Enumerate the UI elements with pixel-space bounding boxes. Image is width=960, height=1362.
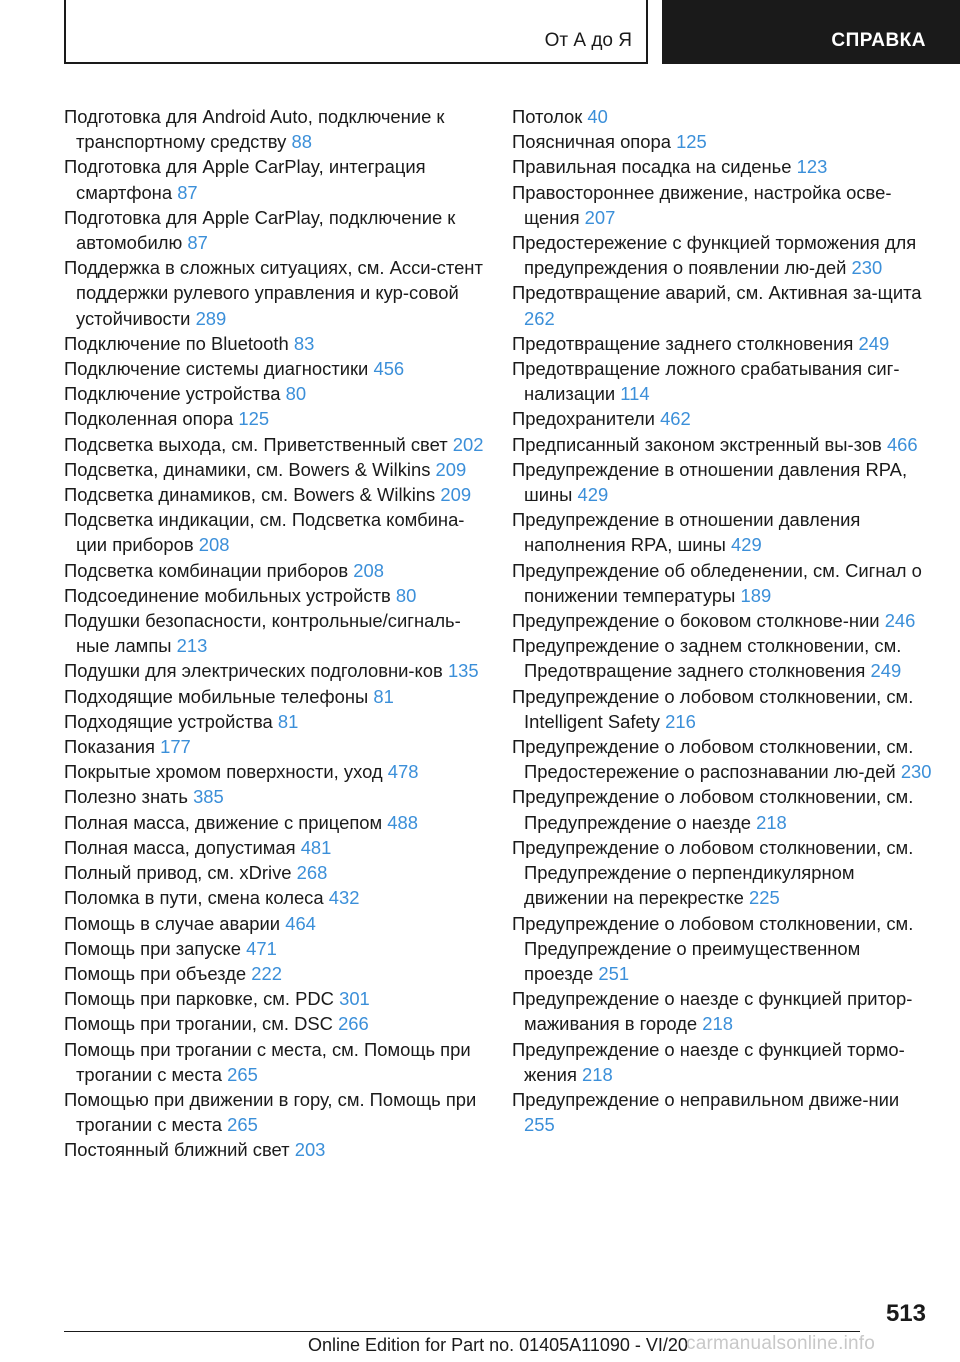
index-entry (64, 810, 484, 835)
index-entry-text: Помощь при запуске (64, 937, 241, 959)
index-entry (64, 432, 484, 457)
index-page-link[interactable]: 177 (160, 736, 191, 758)
index-page-link[interactable]: 488 (387, 811, 418, 833)
index-entry (64, 734, 484, 759)
index-entry (64, 205, 484, 255)
header-chapter-title: СПРАВКА (831, 30, 926, 51)
index-entry-text: Предотвращение заднего столкновения (512, 332, 854, 354)
index-entry (64, 583, 484, 608)
index-entry-text: Покрытые хромом поверхности, уход (64, 761, 383, 783)
footer-edition: Online Edition for Part no. 01405A11090 - VI/20 (308, 1335, 688, 1355)
index-entry (64, 457, 484, 482)
index-entry-text: Подсветка динамиков, см. Bowers & Wilkins (64, 484, 436, 506)
index-entry-text: Помощь при трогании с места, см. Помощь при трогании с места (64, 1038, 471, 1085)
index-entry (512, 104, 932, 129)
index-entry-text: Подсветка выхода, см. Приветственный свет (64, 433, 448, 455)
index-entry (64, 507, 484, 557)
index-page-link[interactable]: 81 (373, 685, 394, 707)
header-section-title: От А до Я (544, 30, 632, 51)
index-page-link[interactable]: 462 (660, 408, 691, 430)
index-page-link[interactable]: 213 (176, 635, 208, 657)
index-page-link[interactable]: 80 (285, 383, 307, 405)
index-entry-text: Подсветка индикации, см. Подсветка комбина-ции приборов (64, 509, 465, 556)
index-entry (512, 633, 932, 683)
index-page-link[interactable]: 218 (756, 811, 787, 833)
index-entry-text: Подсветка комбинации приборов (64, 559, 349, 581)
index-entry-text: Полный привод, см. xDrive (64, 862, 292, 884)
index-entry-text: Предписанный законом экстренный вы-зов (512, 433, 882, 455)
index-entry (64, 784, 484, 809)
index-entry-text: Предупреждение о заднем столкновении, см. Предотвращение заднего столкновения (512, 635, 902, 682)
index-entry (64, 608, 484, 658)
index-page-link[interactable]: 466 (886, 433, 918, 455)
index-page-link[interactable]: 266 (338, 1013, 369, 1035)
index-entry (512, 280, 932, 330)
index-entry (64, 759, 484, 784)
index-entry (64, 1011, 484, 1036)
index-page-link[interactable]: 481 (300, 836, 332, 858)
index-column-right (512, 104, 932, 1137)
index-entry-text: Поломка в пути, смена колеса (64, 887, 324, 909)
index-entry-text: Предупреждение о лобовом столкновении, см. Предупреждение о перпендикулярном движении на перекрестке (512, 836, 914, 909)
index-entry (512, 911, 932, 987)
index-entry (64, 709, 484, 734)
index-entry-text: Предупреждение в отношении давления наполнения RPA, шины (512, 509, 861, 556)
index-entry (512, 1037, 932, 1087)
index-entry (64, 356, 484, 381)
index-page-link[interactable]: 432 (328, 887, 360, 909)
index-page-link[interactable]: 40 (587, 106, 608, 127)
index-entry-text: Потолок (512, 106, 583, 127)
index-entry-text: Помощь в случае аварии (64, 912, 281, 934)
index-entry (64, 1137, 484, 1162)
index-page-link[interactable]: 429 (577, 484, 609, 506)
index-entry (512, 734, 932, 784)
index-entry (512, 180, 932, 230)
index-entry-text: Подключение устройства (64, 383, 281, 405)
index-entry (64, 936, 484, 961)
index-entry-text: Правостороннее движение, настройка осве-щения (512, 181, 892, 228)
index-entry (512, 558, 932, 608)
page-number: 513 (885, 1300, 926, 1327)
index-entry-text: Постоянный ближний свет (64, 1139, 290, 1161)
index-entry-text: Подушки безопасности, контрольные/сигналь-ные лампы (64, 610, 461, 657)
index-entry (512, 784, 932, 834)
index-page-link[interactable]: 114 (620, 383, 650, 405)
index-entry-text: Правильная посадка на сиденье (512, 156, 792, 178)
index-entry (64, 104, 484, 154)
index-page-link[interactable]: 251 (598, 962, 630, 984)
index-page-link[interactable]: 464 (285, 912, 316, 934)
index-entry (512, 129, 932, 154)
index-entry (64, 558, 484, 583)
index-entry-text: Показания (64, 736, 155, 758)
watermark: carmanualsonline.info (686, 1333, 876, 1354)
index-entry-text: Подушки для электрических подголовни-ков (64, 660, 443, 682)
index-entry (512, 432, 932, 457)
index-page-link[interactable]: 301 (339, 988, 370, 1010)
index-entry (64, 835, 484, 860)
index-entry (64, 331, 484, 356)
index-entry (64, 961, 484, 986)
index-page-link[interactable]: 471 (246, 937, 277, 959)
index-page-link[interactable]: 87 (187, 232, 208, 254)
index-entry (64, 658, 484, 683)
index-entry-text: Предупреждение о наезде с функцией тормо-жения (512, 1038, 905, 1085)
index-page-link[interactable]: 209 (440, 484, 472, 506)
index-entry-text: Поясничная опора (512, 131, 671, 153)
index-entry (64, 911, 484, 936)
index-page-link[interactable]: 81 (277, 710, 299, 732)
index-page-link[interactable]: 87 (177, 181, 198, 203)
index-entry-text: Подходящие мобильные телефоны (64, 685, 369, 707)
index-entry (64, 684, 484, 709)
index-page-link[interactable]: 216 (665, 710, 696, 732)
index-entry-text: Полная масса, допустимая (64, 836, 296, 858)
index-entry-text: Подключение системы диагностики (64, 358, 369, 380)
index-page-link[interactable]: 208 (198, 534, 230, 556)
index-entry (64, 1037, 484, 1087)
index-entry (64, 154, 484, 204)
index-page-link[interactable]: 289 (195, 307, 227, 329)
index-entry-text: Предупреждение в отношении давления RPA, шины (512, 458, 908, 506)
index-entry-text: Помощь при трогании, см. DSC (64, 1013, 333, 1035)
index-page-link[interactable]: 123 (796, 156, 828, 178)
index-entry (512, 356, 932, 406)
index-entry (512, 835, 932, 911)
index-page-link[interactable]: 202 (452, 433, 484, 455)
index-entry-text: Предупреждение об обледенении, см. Сигнал о понижении температуры (512, 559, 922, 606)
index-entry-text: Предупреждение о лобовом столкновении, см. Предупреждение о наезде (512, 786, 914, 833)
index-entry-text: Предохранители (512, 408, 655, 430)
index-entry-text: Предупреждение о лобовом столкновении, см. Предупреждение о преимущественном проезде (512, 912, 914, 984)
index-entry (512, 684, 932, 734)
index-page-link[interactable]: 135 (447, 660, 479, 682)
index-entry-text: Предотвращение ложного срабатывания сиг-нализации (512, 358, 900, 405)
index-entry (512, 608, 932, 633)
index-entry-text: Подколенная опора (64, 408, 234, 430)
index-entry (64, 986, 484, 1011)
index-entry (512, 331, 932, 356)
index-entry (512, 1087, 932, 1137)
index-entry (64, 885, 484, 910)
index-entry-text: Подготовка для Apple CarPlay, интеграция смартфона (64, 156, 426, 203)
index-page-link[interactable]: 80 (395, 584, 417, 606)
index-page-link[interactable]: 265 (227, 1063, 258, 1085)
header-chapter-tab (662, 0, 960, 64)
index-entry (64, 381, 484, 406)
index-entry-text: Поддержка в сложных ситуациях, см. Асси-стент поддержки рулевого управления и кур-совой устойчивости (64, 257, 483, 329)
index-entry-text: Подключение по Bluetooth (64, 332, 289, 354)
index-page-link[interactable]: 83 (293, 332, 315, 354)
index-entry-text: Предупреждение о боковом столкнове-нии (512, 610, 880, 632)
index-entry-text: Помощь при парковке, см. PDC (64, 988, 334, 1010)
index-page-link[interactable]: 429 (730, 534, 762, 556)
index-page-link[interactable]: 249 (870, 660, 902, 682)
index-entry (64, 255, 484, 331)
index-entry-text: Предупреждение о лобовом столкновении, см. Intelligent Safety (512, 685, 914, 732)
index-entry (512, 154, 932, 179)
index-entry-text: Подходящие устройства (64, 710, 273, 732)
index-page-link[interactable]: 456 (373, 358, 405, 380)
index-page-link[interactable]: 209 (435, 458, 467, 480)
index-page-link[interactable]: 230 (900, 761, 932, 783)
index-entry-text: Подсветка, динамики, см. Bowers & Wilkins (64, 458, 431, 480)
index-entry (64, 860, 484, 885)
index-page-link[interactable]: 265 (227, 1114, 258, 1136)
index-entry (512, 986, 932, 1036)
index-page-link[interactable]: 222 (251, 962, 282, 984)
header-section-tab (64, 0, 648, 64)
index-page-link[interactable]: 218 (702, 1013, 733, 1035)
index-entry-text: Предупреждение о неправильном движе-нии (512, 1088, 900, 1110)
index-page-link[interactable]: 262 (524, 307, 555, 329)
index-page-link[interactable]: 478 (387, 761, 419, 783)
index-page-link[interactable]: 246 (884, 610, 916, 632)
index-entry-text: Предупреждение о наезде с функцией притор-маживания в городе (512, 988, 913, 1035)
index-page-link[interactable]: 230 (851, 257, 883, 279)
index-entry (512, 230, 932, 280)
index-page-link[interactable]: 207 (584, 206, 616, 228)
index-entry-text: Подготовка для Android Auto, подключение к транспортному средству (64, 106, 445, 153)
index-entry (512, 507, 932, 557)
index-entry-text: Помощь при объезде (64, 962, 247, 984)
index-entry-text: Предупреждение о лобовом столкновении, см. Предостережение о распознавании лю-дей (512, 736, 914, 783)
index-entry-text: Помощью при движении в гору, см. Помощь при трогании с места (64, 1088, 477, 1136)
index-page-link[interactable]: 268 (296, 862, 328, 884)
index-entry (64, 406, 484, 431)
index-page-link[interactable]: 255 (524, 1114, 555, 1136)
index-page-link[interactable]: 203 (294, 1139, 326, 1161)
index-page-link[interactable]: 88 (291, 131, 312, 153)
index-page-link[interactable]: 208 (353, 559, 384, 581)
index-page-link[interactable]: 125 (676, 131, 707, 153)
index-page-link[interactable]: 385 (193, 786, 224, 808)
index-entry (512, 457, 932, 507)
index-entry-text: Предостережение с функцией торможения для предупреждения о появлении лю-дей (512, 232, 917, 279)
index-page-link[interactable]: 218 (582, 1063, 613, 1085)
index-entry (64, 482, 484, 507)
index-entry (64, 1087, 484, 1137)
index-page-link[interactable]: 125 (238, 408, 270, 430)
index-column-left (64, 104, 484, 1163)
index-entry-text: Полезно знать (64, 786, 188, 808)
index-page-link[interactable]: 225 (748, 887, 780, 909)
index-entry-text: Предотвращение аварий, см. Активная за-щита (512, 282, 922, 304)
index-entry-text: Полная масса, движение с прицепом (64, 811, 383, 833)
index-page-link[interactable]: 189 (740, 584, 772, 606)
index-entry-text: Подготовка для Apple CarPlay, подключение к автомобилю (64, 206, 456, 254)
footer-divider (64, 1331, 860, 1332)
index-page-link[interactable]: 249 (858, 332, 890, 354)
index-entry-text: Подсоединение мобильных устройств (64, 584, 391, 606)
index-entry (512, 406, 932, 431)
